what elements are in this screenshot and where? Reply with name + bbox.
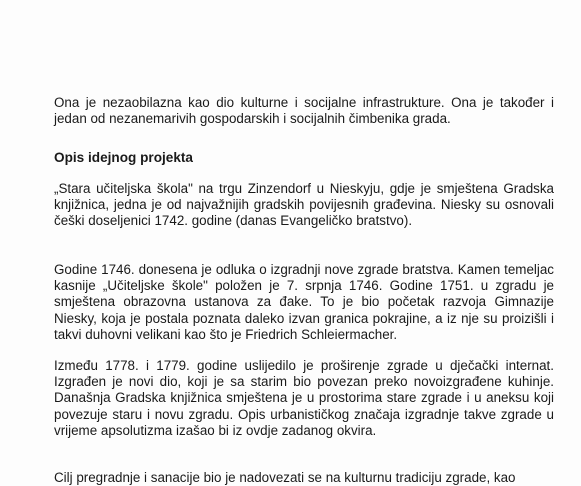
paragraph-stara-uciteljska-skola: „Stara učiteljska škola" na trgu Zinzendorf u Nieskyju, gdje je smještena Gradska knjižnica, jedna je od najvažnijih gradskih povijesnih građevina. Niesky su osnovali češki doseljenici 1742. godine (danas Evangeličko bratstvo). — [54, 181, 554, 229]
paragraph-prosirenje-1778: Između 1778. i 1779. godine uslijedilo je proširenje zgrade u dječački internat. Izgrađen je novi dio, koji je sa starim bio povezan preko novoizgrađene kuhinje. Današnja Gradska knjižnica smještena je u prostorima stare zgrade i u aneksu koji povezuje staru i novu zgradu. Opis urbanističkog značaja izgradnje takve zgrade u vrijeme apsolutizma izašao bi iz ovdje zadanog okvira. — [54, 358, 554, 438]
paragraph-cilj-pregradnje: Cilj pregradnje i sanacije bio je nadovezati se na kulturnu tradiciju zgrade, kao — [54, 470, 516, 485]
intro-paragraph: Ona je nezaobilazna kao dio kulturne i socijalne infrastrukture. Ona je također i jedan od nezanemarivih gospodarskih i socijalnih čimbenika grada. — [54, 95, 554, 127]
paragraph-izgradnja-1746: Godine 1746. donesena je odluka o izgradnji nove zgrade bratstva. Kamen temeljac kasnije „Učiteljske škole" položen je 7. srpnja 1746. Godine 1751. u zgradu je smještena obrazovna ustanova za đake. To je bio početak razvoja Gimnazije Niesky, koja je postala poznata daleko izvan granica pokrajine, a iz nje su proizišli i takvi duhovni velikani kao što je Friedrich Schleiermacher. — [54, 262, 554, 342]
section-heading: Opis idejnog projekta — [54, 150, 193, 165]
